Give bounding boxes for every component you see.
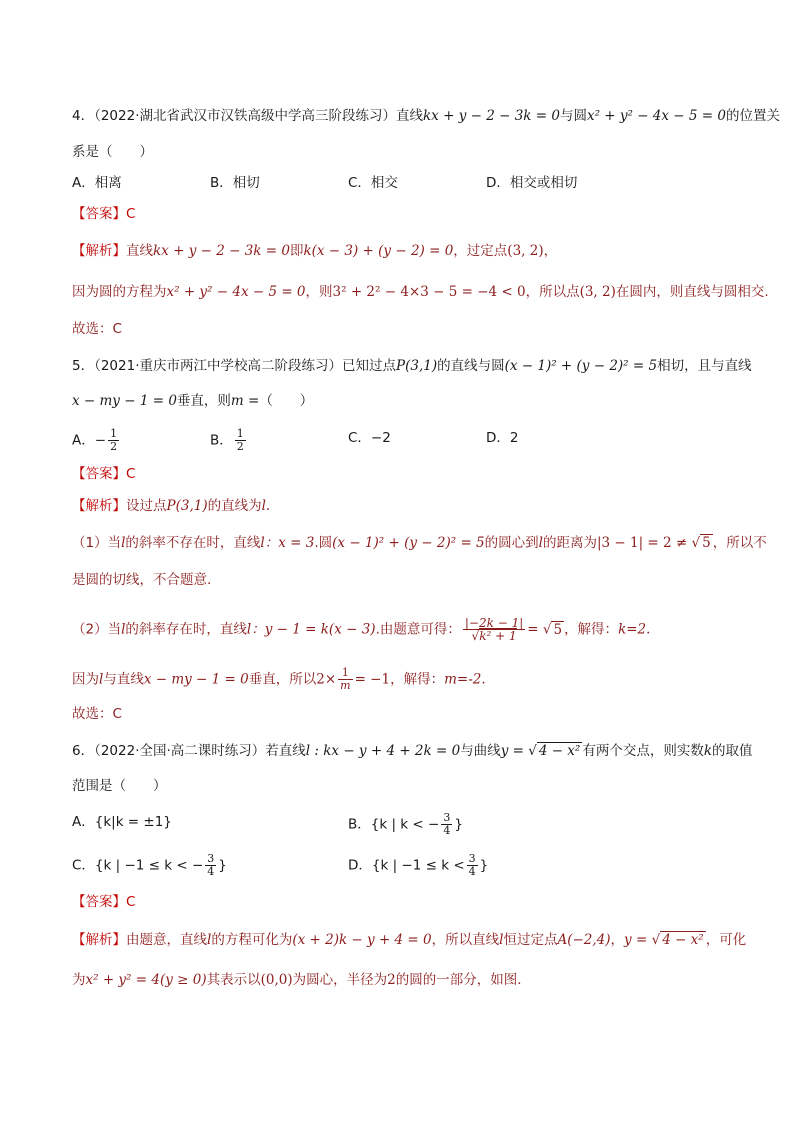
q4-stem-line2 xyxy=(72,142,724,162)
q5-option-d: D．2 xyxy=(486,430,519,446)
q6-option-d-num: 3 xyxy=(468,852,476,865)
q5-stem-text-5: （ ） xyxy=(259,393,314,409)
q6-option-c-brace: } xyxy=(218,857,227,874)
q4-stem-text-4: 系是（ ） xyxy=(72,144,153,160)
q4-option-a: A．相离 xyxy=(72,175,122,191)
q5-case1-l: l xyxy=(121,535,126,551)
q5-case2-sqrt: √ 5 xyxy=(542,621,563,638)
q5-option-b xyxy=(210,428,248,453)
q5-case2-text: （2）当 xyxy=(72,621,122,638)
q5-case1-text-3: .圆 xyxy=(314,535,333,551)
q5-analysis-label: 【解析】 xyxy=(72,498,126,514)
q6-option-b-num: 3 xyxy=(443,811,451,824)
q5-case1-sqrt: √ 5 xyxy=(691,535,711,551)
q5-perp-eq2: = −1 xyxy=(354,671,391,688)
q5-choose: 故选：C xyxy=(72,706,122,722)
q5-option-b-label: B． xyxy=(210,432,233,449)
q5-option-a-den: 2 xyxy=(110,440,118,453)
q6-stem-line1 xyxy=(72,741,753,761)
q6-analysis-l: l xyxy=(207,932,212,948)
q6-stem-line2: 范围是（ ） xyxy=(72,778,167,794)
q5-perp-eq: x − my − 1 = 0 xyxy=(143,671,249,688)
q6-analysis-text-2: 的方程可化为 xyxy=(211,932,293,948)
q5-case1-radicand: 5 xyxy=(702,535,711,551)
q5-circle-equation: (x − 1)² + (y − 2)² = 5 xyxy=(504,358,658,374)
q4-analysis-point: (3, 2) xyxy=(507,243,544,259)
q6-option-d-fraction xyxy=(467,853,478,878)
q4-option-c: C．相交 xyxy=(348,175,398,191)
q5-m: m = xyxy=(230,393,260,409)
q5-perp-text-2: 与直线 xyxy=(103,671,144,688)
q5-option-c: C．−2 xyxy=(348,430,391,446)
q4-choose: 故选：C xyxy=(72,321,122,337)
q6-option-c xyxy=(72,853,227,878)
q4-answer: 【答案】C xyxy=(72,206,136,222)
q6-stem-text-4: 的取值 xyxy=(712,743,753,759)
q5-case1-eq: x = 3 xyxy=(278,535,315,551)
q4-stem-text: 4．（2022·湖北省武汉市汉铁高级中学高三阶段练习）直线 xyxy=(72,108,423,124)
q6-answer: 【答案】C xyxy=(72,894,136,910)
q6-analysis-y: y = xyxy=(624,932,652,948)
q5-point: P(3,1) xyxy=(396,358,438,374)
q5-perp-fraction xyxy=(338,667,352,692)
q5-case2-text-3: .由题意可得： xyxy=(375,621,461,638)
q5-analysis-line1 xyxy=(72,496,724,516)
q4-analysis-text-2: 即 xyxy=(289,243,304,259)
q4-stem-line1 xyxy=(72,106,780,126)
q5-case1-text: （1）当 xyxy=(72,535,122,551)
q4-analysis-text: 直线 xyxy=(126,243,153,259)
q5-perp-line xyxy=(72,667,724,692)
q4-analysis-line2 xyxy=(72,282,769,302)
q5-option-a-label: A． xyxy=(72,432,95,449)
q6-analysis-line1 xyxy=(72,930,747,950)
q5-answer: 【答案】C xyxy=(72,466,136,482)
q4-analysis-line1 xyxy=(72,241,724,261)
q6-curve-y: y = xyxy=(500,743,529,759)
q5-analysis-point: P(3,1) xyxy=(166,498,208,514)
q6-analysis-text-6: ，可化 xyxy=(705,932,747,948)
q6-analysis-radius: 2 xyxy=(387,972,396,988)
q5-stem-line1 xyxy=(72,356,752,376)
q6-option-b-text: B．{k | k < − xyxy=(348,816,440,833)
q5-case2-equals: = xyxy=(527,621,543,638)
q4-stem-text-2: 与圆 xyxy=(559,108,587,124)
q5-analysis-text: 设过点 xyxy=(126,498,167,514)
q6-option-b xyxy=(348,812,463,837)
q6-analysis-label: 【解析】 xyxy=(72,932,126,948)
q5-stem-text-4: 垂直，则 xyxy=(176,393,231,409)
q5-case2-eq: y − 1 = k(x − 3) xyxy=(264,621,376,638)
q6-analysis-point: A(−2,4) xyxy=(557,932,611,948)
q5-case2-den-wrap: √k² + 1 xyxy=(471,629,517,643)
q6-analysis-text: 由题意，直线 xyxy=(126,932,207,948)
q5-option-b-den: 2 xyxy=(236,440,244,453)
q5-case1-text-4: 的圆心到 xyxy=(484,535,539,551)
q5-perp-text: 因为 xyxy=(72,671,99,688)
q6-option-d xyxy=(348,853,488,878)
q6-k: k xyxy=(703,743,713,759)
q5-case1-line1 xyxy=(72,533,767,553)
q4-analysis-eq1: kx + y − 2 − 3k = 0 xyxy=(153,243,290,259)
q4-analysis-label: 【解析】 xyxy=(72,243,126,259)
q5-case2-text-2: 的斜率存在时，直线 xyxy=(125,621,247,638)
q5-stem-text-3: 相切，且与直线 xyxy=(657,358,752,374)
q6-analysis-radicand: 4 − x² xyxy=(662,932,704,948)
q5-perp-text-4: ，解得： xyxy=(390,671,445,688)
q6-analysis-text-8: 其表示以 xyxy=(206,972,261,988)
q6-analysis-origin: (0,0) xyxy=(260,972,293,988)
q6-option-c-text: C．{k | −1 ≤ k < − xyxy=(72,857,204,874)
q6-analysis-eq2: x² + y² = 4(y ≥ 0) xyxy=(85,972,207,988)
q5-case2-line xyxy=(72,617,724,642)
q6-option-d-brace: } xyxy=(479,857,489,874)
q6-option-c-fraction xyxy=(205,853,216,878)
q4-analysis-text-6: ，则 xyxy=(305,284,333,300)
q6-option-d-den: 4 xyxy=(468,865,476,878)
q4-option-b: B．相切 xyxy=(210,175,260,191)
q5-stem-text-2: 的直线与圆 xyxy=(437,358,505,374)
q5-perp-result: m=-2. xyxy=(444,671,486,688)
q5-perp-num: 1 xyxy=(338,667,352,680)
q6-stem-text: 6．（2022·全国·高二课时练习）若直线 xyxy=(72,743,306,759)
q6-line-equation: l : kx − y + 4 + 2k = 0 xyxy=(305,743,461,759)
q6-option-c-num: 3 xyxy=(207,852,215,865)
q5-perp-two: 2× xyxy=(316,671,337,688)
q6-curve-sqrt: √ 4 − x² xyxy=(528,743,581,759)
q6-analysis-text-5: ， xyxy=(610,932,625,948)
q4-analysis-eq4: 3² + 2² − 4×3 − 5 = −4 < 0 xyxy=(332,284,526,300)
q6-analysis-line2 xyxy=(72,970,724,990)
q5-perp-den: m xyxy=(340,679,351,692)
q5-case2-result: k=2. xyxy=(618,621,651,638)
q5-analysis-text-2: 的直线为 xyxy=(207,498,262,514)
q5-case2-den: k² + 1 xyxy=(479,629,517,643)
q5-case1-text-2: 的斜率不存在时，直线 xyxy=(125,535,261,551)
q6-analysis-text-7: 为 xyxy=(72,972,86,988)
q5-option-a xyxy=(72,428,121,453)
q6-option-c-den: 4 xyxy=(207,865,215,878)
q5-case2-num: |−2k − 1| xyxy=(464,616,524,630)
q4-option-d: D．相交或相切 xyxy=(486,175,578,191)
q5-case2-text-4: ，解得： xyxy=(564,621,619,638)
q6-option-a: A．{k|k = ±1} xyxy=(72,814,172,830)
q5-case2-fraction xyxy=(463,617,525,642)
q6-option-b-fraction xyxy=(441,812,452,837)
q4-analysis-text-5: 因为圆的方程为 xyxy=(72,284,167,300)
q5-case1-circle: (x − 1)² + (y − 2)² = 5 xyxy=(332,535,485,551)
q6-stem-text-3: 有两个交点，则实数 xyxy=(582,743,704,759)
q4-circle-equation: x² + y² − 4x − 5 = 0 xyxy=(586,108,726,124)
q6-option-b-brace: } xyxy=(454,816,463,833)
q6-analysis-text-3: ，所以直线 xyxy=(431,932,500,948)
q5-case1-text-6: ，所以不 xyxy=(712,535,767,551)
q5-case1-line2: 是圆的切线，不合题意. xyxy=(72,572,212,588)
q4-analysis-text-4: ， xyxy=(543,243,558,259)
q6-analysis-sqrt: √ 4 − x² xyxy=(651,932,704,948)
q6-stem-text-2: 与曲线 xyxy=(460,743,501,759)
q6-option-d-text: D．{k | −1 ≤ k < xyxy=(348,857,465,874)
q5-case2-radicand: 5 xyxy=(553,621,563,638)
q5-case1-l2: l： xyxy=(260,535,279,551)
q4-analysis-text-7: ，所以点 xyxy=(525,284,580,300)
q6-analysis-l2: l xyxy=(499,932,504,948)
q4-analysis-point-2: (3, 2) xyxy=(579,284,616,300)
q5-stem-text: 5．（2021·重庆市两江中学校高二阶段练习）已知过点 xyxy=(72,358,396,374)
q5-option-a-num: 1 xyxy=(110,427,118,440)
q5-option-a-sign: − xyxy=(94,432,107,449)
q5-option-a-fraction xyxy=(108,428,119,453)
q4-analysis-eq3: x² + y² − 4x − 5 = 0 xyxy=(166,284,306,300)
q5-case2-l: l xyxy=(121,621,126,638)
q4-analysis-text-3: ，过定点 xyxy=(453,243,508,259)
q6-option-b-den: 4 xyxy=(443,824,451,837)
q6-analysis-text-4: 恒过定点 xyxy=(503,932,558,948)
q5-line-equation: x − my − 1 = 0 xyxy=(72,393,177,409)
q4-stem-text-3: 的位置关 xyxy=(725,108,780,124)
q6-analysis-text-10: 的圆的一部分，如图. xyxy=(395,972,522,988)
q4-analysis-eq2: k(x − 3) + (y − 2) = 0 xyxy=(303,243,454,259)
q4-analysis-text-8: 在圆内，则直线与圆相交. xyxy=(615,284,769,300)
q5-case1-distance: |3 − 1| = 2 ≠ xyxy=(596,535,692,551)
q6-analysis-eq: (x + 2)k − y + 4 = 0 xyxy=(292,932,432,948)
q5-analysis-l: l. xyxy=(261,498,271,514)
q5-case1-text-5: 的距离为 xyxy=(542,535,597,551)
q6-analysis-text-9: 为圆心，半径为 xyxy=(292,972,388,988)
q5-perp-text-3: 垂直，所以 xyxy=(248,671,317,688)
q5-option-b-num: 1 xyxy=(236,427,244,440)
q5-case1-l3: l xyxy=(538,535,543,551)
q5-perp-l: l xyxy=(99,671,104,688)
q5-stem-line2 xyxy=(72,391,724,411)
q5-option-b-fraction xyxy=(235,428,246,453)
q5-case2-l2: l： xyxy=(246,621,265,638)
q6-curve-radicand: 4 − x² xyxy=(538,743,581,759)
q4-line-equation: kx + y − 2 − 3k = 0 xyxy=(423,108,560,124)
